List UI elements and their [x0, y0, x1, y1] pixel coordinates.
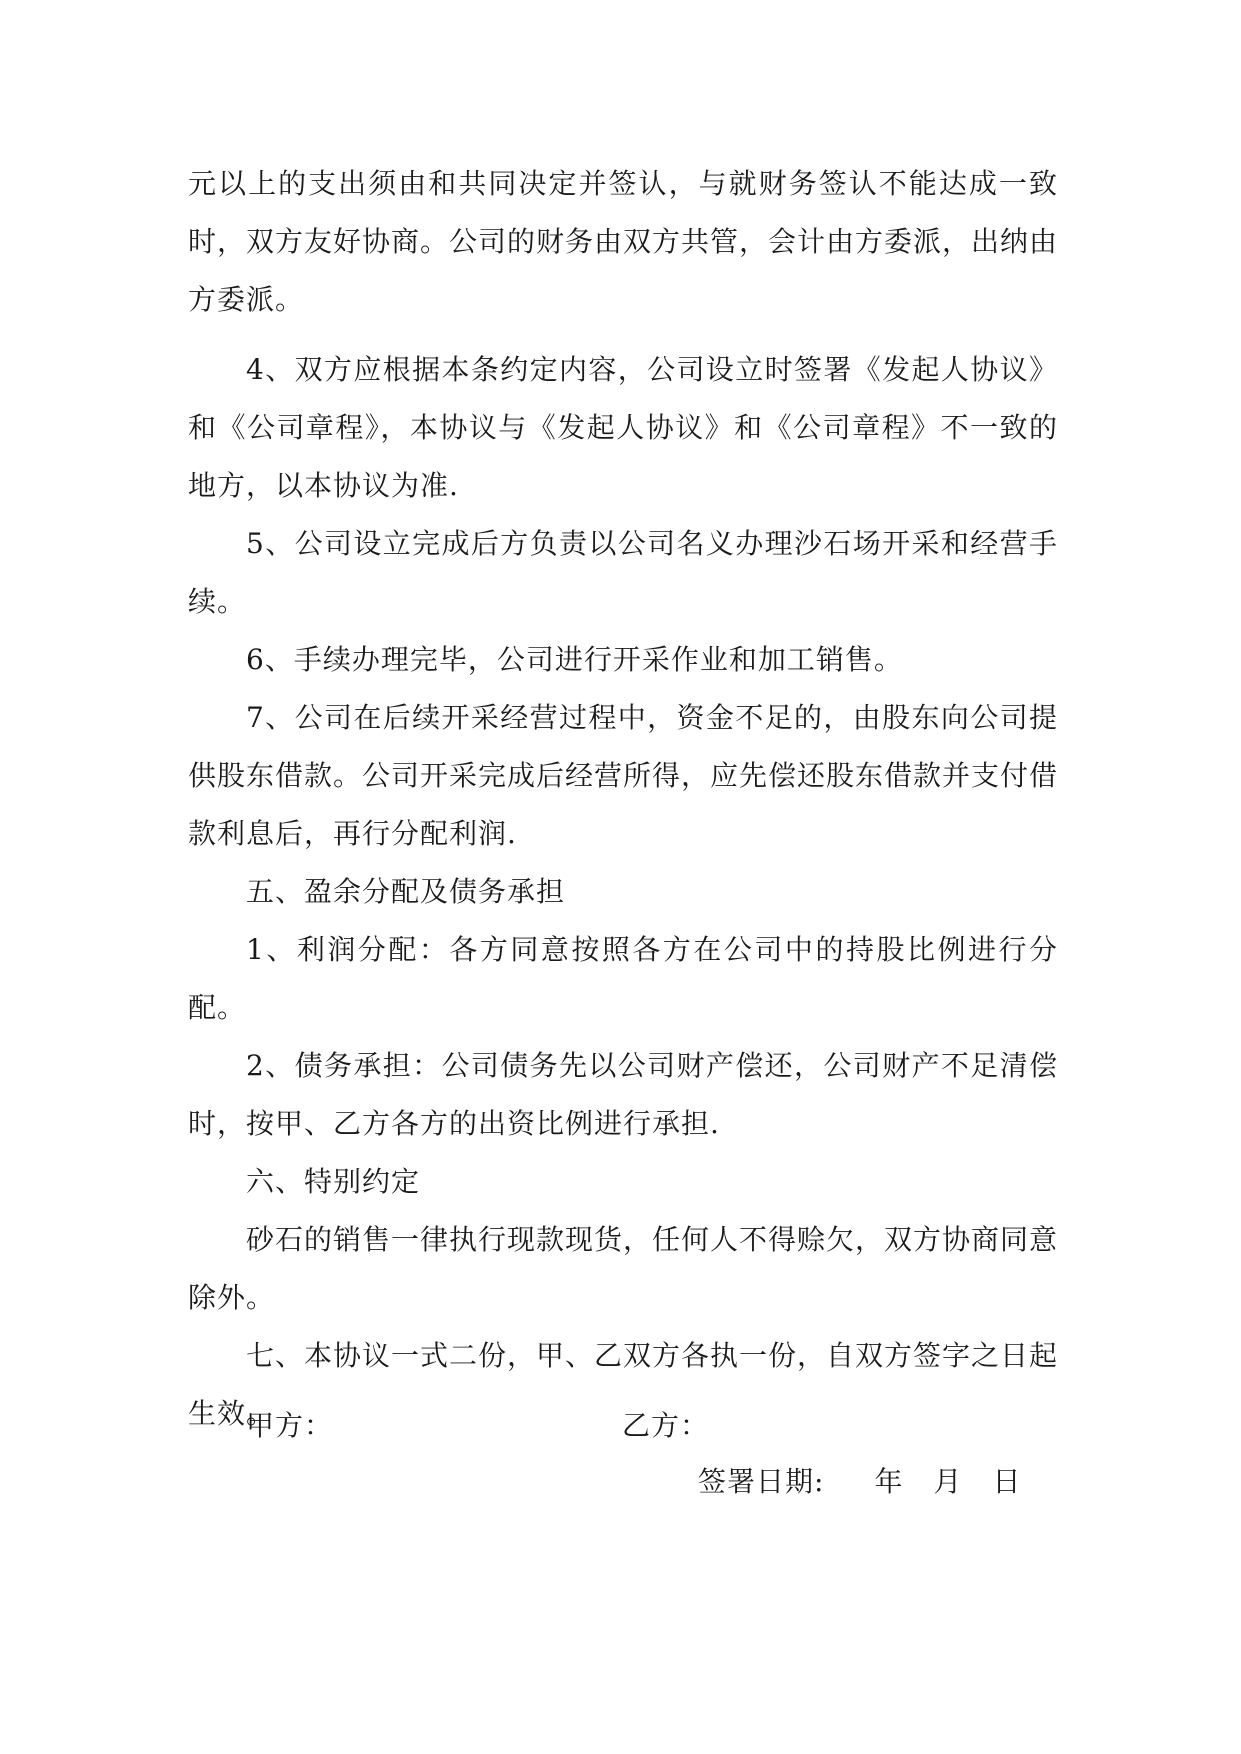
section-heading-special: 六、特别约定: [246, 1165, 421, 1198]
paragraph-debt: 2、债务承担：公司债务先以公司财产偿还，公司财产不足清偿时，按甲、乙方各方的出资比例进行承担.: [188, 1049, 1058, 1140]
agreement-body: [188, 155, 1058, 1443]
paragraph-copies: 七、本协议一式二份，甲、乙双方各执一份，自双方签字之日起生效。: [188, 1339, 1059, 1430]
paragraph-clause-4: 4、双方应根据本条约定内容，公司设立时签署《发起人协议》和《公司章程》，本协议与《发起人协议》和《公司章程》不一致的地方，以本协议为准.: [188, 353, 1058, 502]
paragraph-clause-6: 6、手续办理完毕，公司进行开采作业和加工销售。: [246, 643, 903, 676]
section-heading-profit: 五、盈余分配及债务承担: [246, 875, 566, 908]
signing-date: [698, 1460, 1021, 1500]
paragraph-profit-distribution: 1、利润分配：各方同意按照各方在公司中的持股比例进行分配。: [188, 933, 1058, 1024]
party-a-label: 甲方：: [246, 1409, 334, 1442]
paragraph-clause-5: 5、公司设立完成后方负责以公司名义办理沙石场开采和经营手续。: [188, 527, 1058, 618]
date-month: 月: [933, 1465, 963, 1498]
paragraph-sales-rule: 砂石的销售一律执行现款现货，任何人不得赊欠，双方协商同意除外。: [188, 1223, 1059, 1314]
date-day: 日: [992, 1465, 1022, 1498]
date-label: 签署日期:: [698, 1465, 825, 1498]
date-year: 年: [874, 1465, 904, 1498]
paragraph-finance: 元以上的支出须由和共同决定并签认，与就财务签认不能达成一致时，双方友好协商。公司的财务由双方共管，会计由方委派，出纳由方委派。: [188, 167, 1059, 316]
paragraph-clause-7: 7、公司在后续开采经营过程中，资金不足的，由股东向公司提供股东借款。公司开采完成后经营所得，应先偿还股东借款并支付借款利息后，再行分配利润.: [188, 701, 1059, 850]
party-b-label: 乙方：: [622, 1409, 710, 1442]
